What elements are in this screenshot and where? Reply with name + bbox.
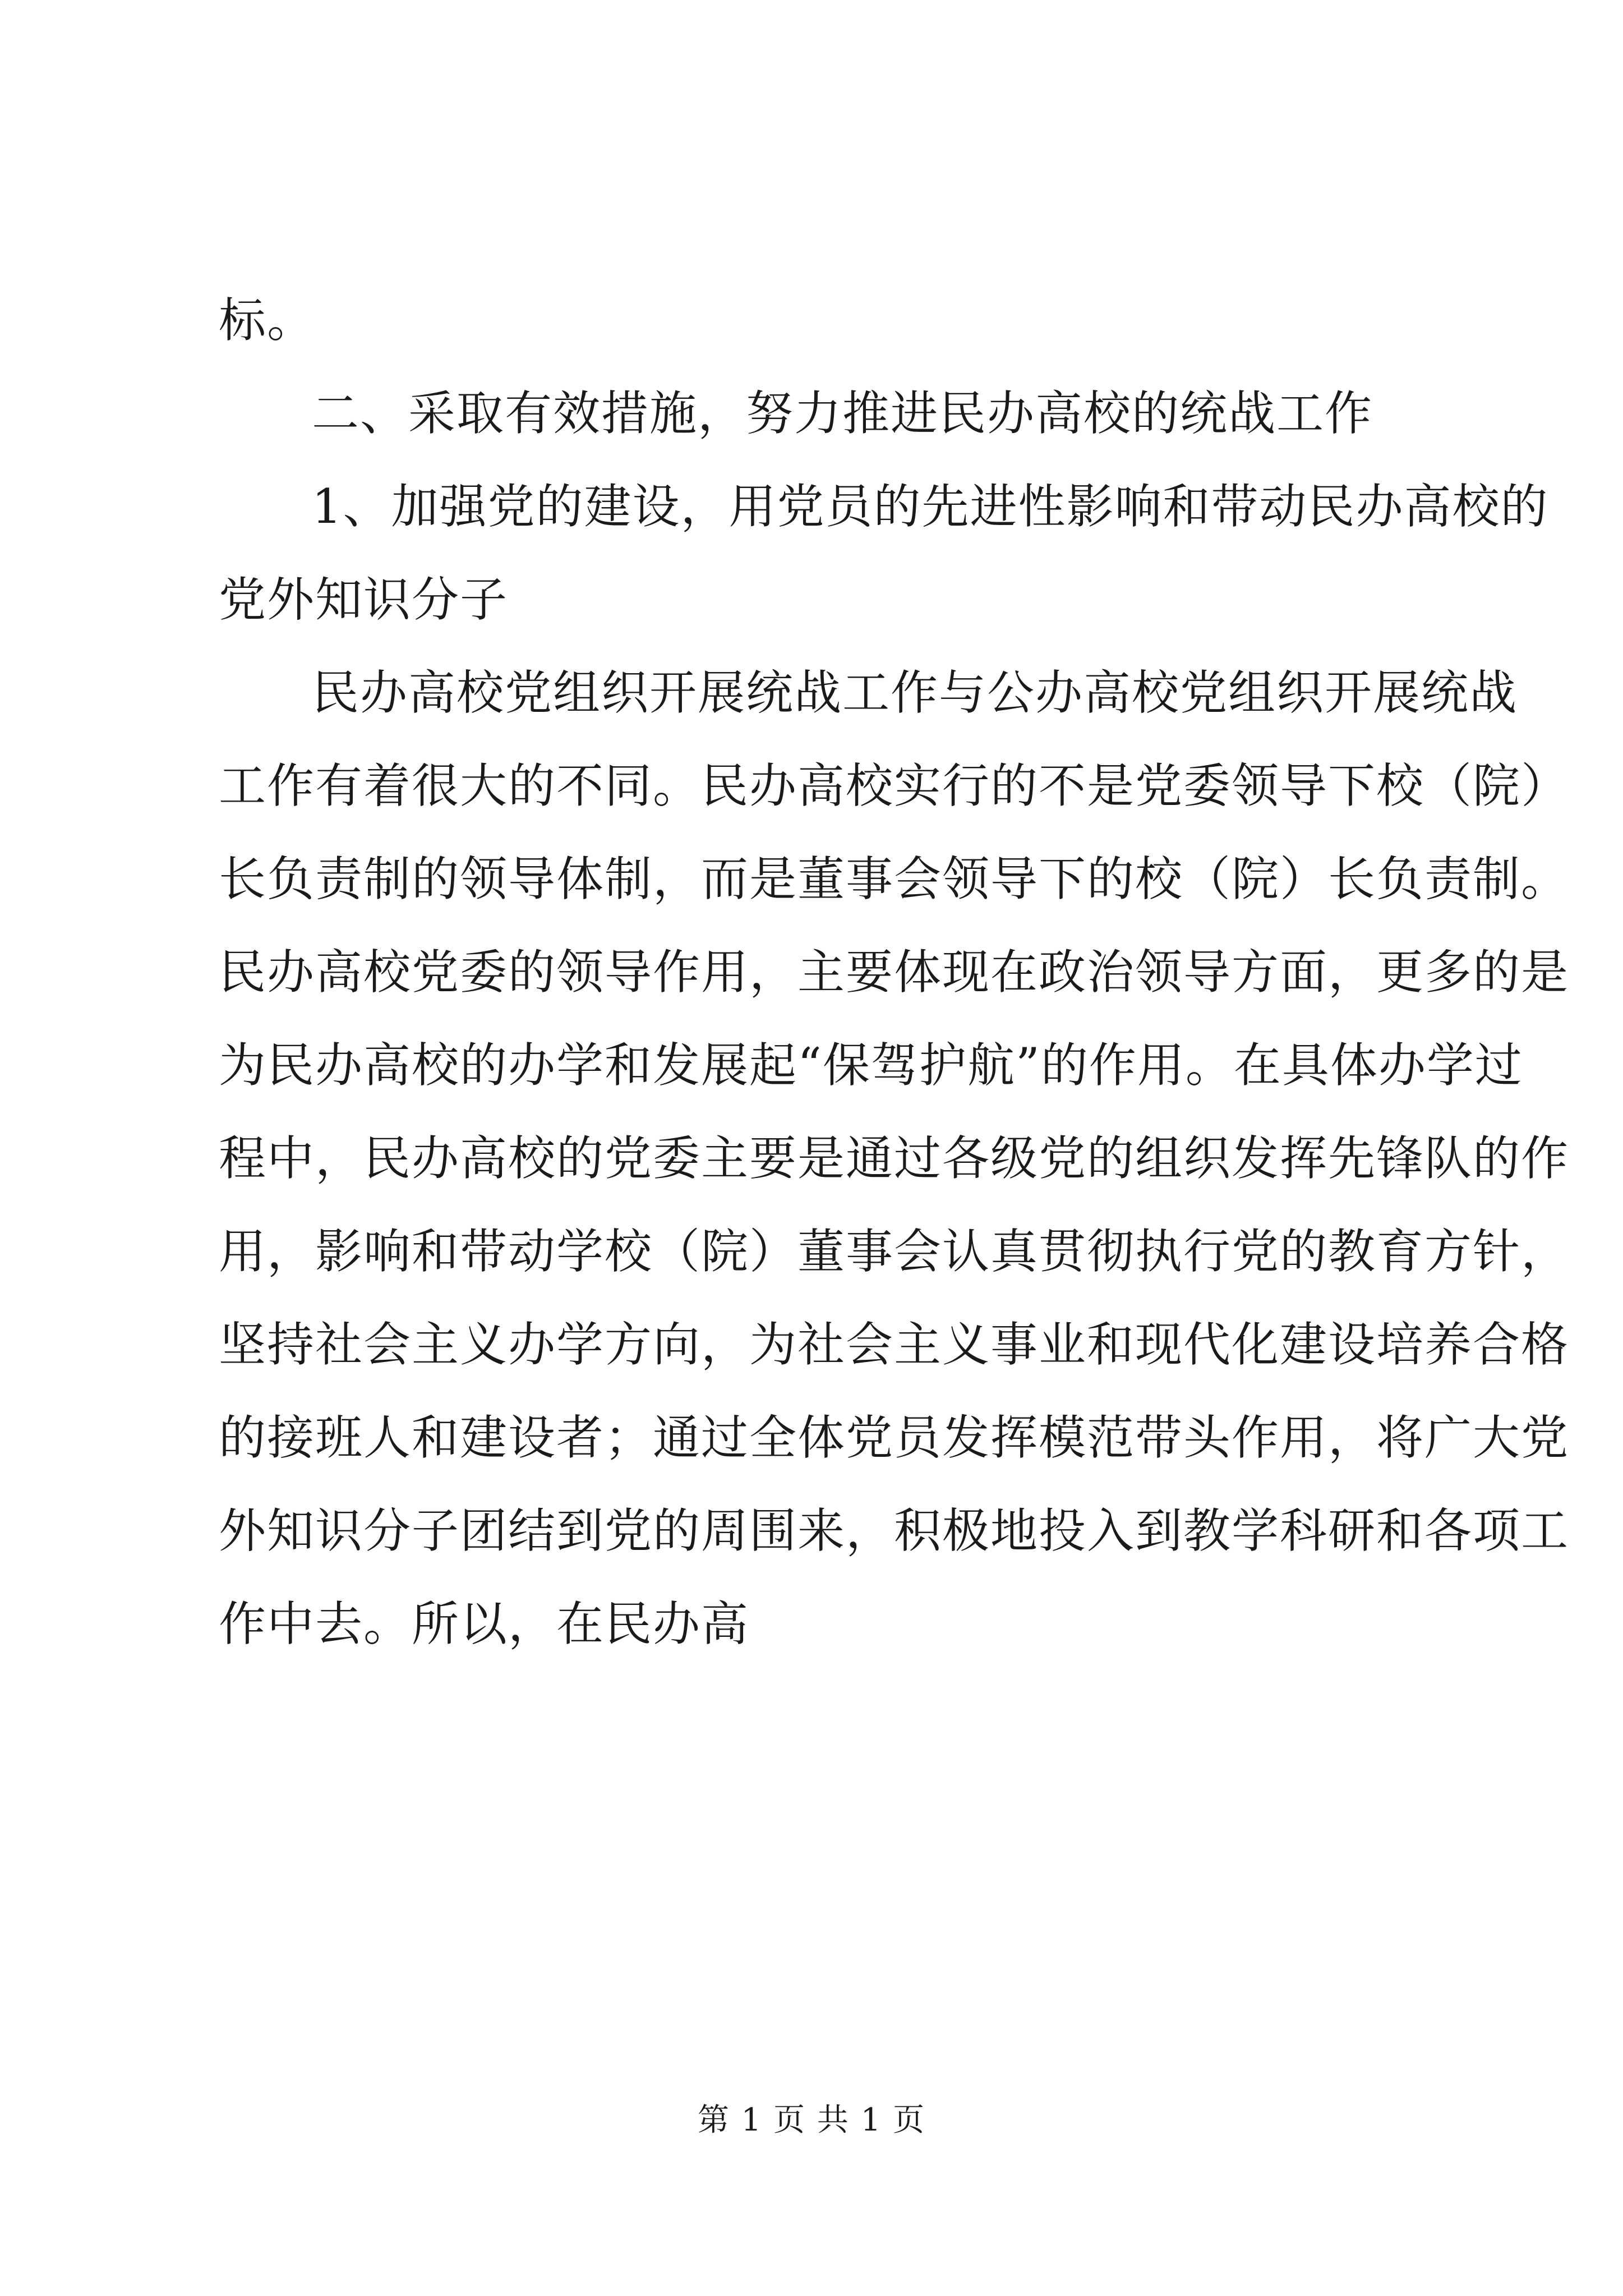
paragraph-line: 民办高校党组织开展统战工作与公办高校党组织开展统战	[312, 665, 1518, 720]
page-footer: 第 1 页 共 1 页	[697, 2102, 926, 2138]
paragraph-line: 作中去。所以，在民办高	[219, 1596, 750, 1651]
paragraph-line: 长负责制的领导体制，而是董事会领导下的校（院）长负责制。	[219, 852, 1570, 907]
paragraph-line: 民办高校党委的领导作用，主要体现在政治领导方面，更多的是	[219, 945, 1570, 1000]
body-text	[219, 274, 1570, 1671]
paragraph-line: 外知识分子团结到党的周围来，积极地投入到教学科研和各项工	[219, 1503, 1570, 1558]
paragraph-line: 工作有着很大的不同。民办高校实行的不是党委领导下校（院）	[219, 758, 1570, 813]
subsection-heading-continued: 党外知识分子	[219, 572, 509, 627]
section-heading: 二、采取有效措施，努力推进民办高校的统战工作	[312, 386, 1373, 441]
paragraph-line: 程中，民办高校的党委主要是通过各级党的组织发挥先锋队的作	[219, 1131, 1570, 1186]
paragraph-line: 用，影响和带动学校（院）董事会认真贯彻执行党的教育方针，	[219, 1224, 1570, 1279]
paragraph-line: 为民办高校的办学和发展起“保驾护航”的作用。在具体办学过	[219, 1038, 1523, 1093]
text-line: 标。	[219, 293, 316, 348]
paragraph-line: 的接班人和建设者；通过全体党员发挥模范带头作用，将广大党	[219, 1410, 1570, 1465]
paragraph-line: 坚持社会主义办学方向，为社会主义事业和现代化建设培养合格	[219, 1317, 1570, 1372]
subsection-heading: 1、加强党的建设，用党员的先进性影响和带动民办高校的	[312, 479, 1549, 534]
